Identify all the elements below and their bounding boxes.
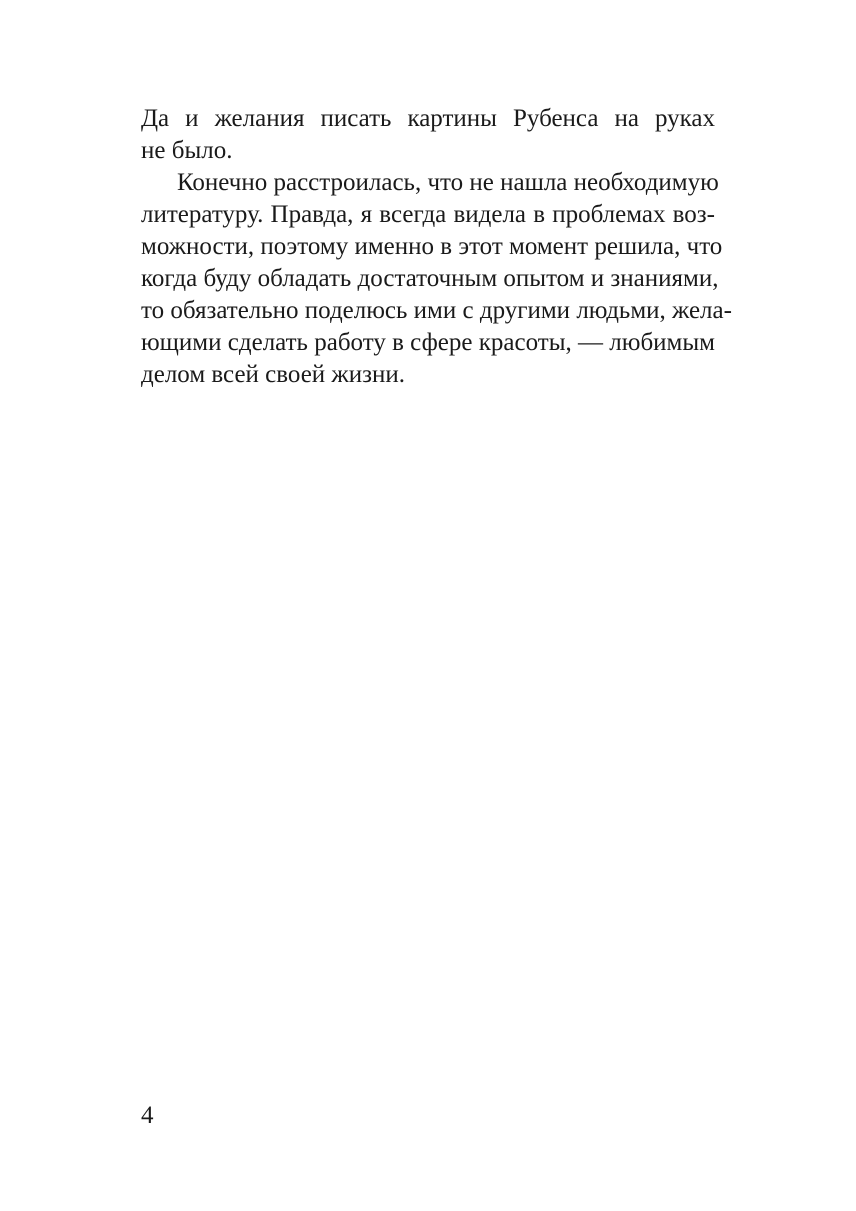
paragraph: [141, 103, 715, 167]
text-line: не было.: [141, 137, 233, 164]
body-text: [141, 103, 732, 391]
text-line: то обязательно поделюсь ими с другими людьми, жела-: [141, 297, 732, 324]
text-line: делом всей своей жизни.: [141, 361, 405, 388]
page-number: 4: [141, 1102, 154, 1129]
text-line: ющими сделать работу в сфере красоты, — любимым: [141, 329, 715, 356]
text-line: Конечно расстроилась, что не нашла необходимую: [177, 169, 719, 196]
text-line: литературу. Правда, я всегда видела в проблемах воз-: [141, 201, 715, 228]
text-line: когда буду обладать достаточным опытом и знаниями,: [141, 265, 719, 292]
text-line: можности, поэтому именно в этот момент решила, что: [141, 233, 723, 260]
paragraph: [141, 167, 732, 391]
text-line: Да и желания писать картины Рубенса на руках: [141, 105, 715, 132]
